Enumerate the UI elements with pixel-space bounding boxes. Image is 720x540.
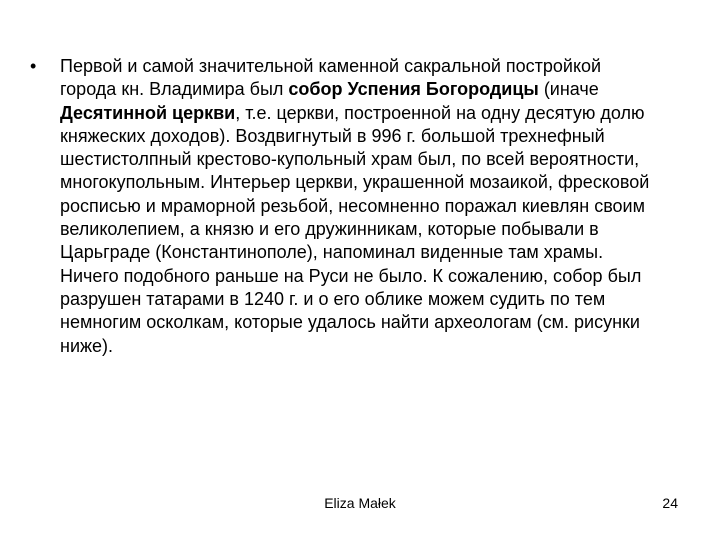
- text-segment: Первой и самой значительной каменной сакральной постройкой города кн. Владимира был: [60, 56, 602, 100]
- bold-term-tithe-church: Десятинной церкви: [60, 102, 236, 123]
- bullet-item: [30, 55, 650, 358]
- bullet-text: [60, 56, 649, 356]
- text-segment: (иначе: [538, 79, 599, 100]
- text-segment: , т.е. церкви, построенной на одну десятую долю княжеских доходов). Воздвигнутый в 996 г. большой трехнефный шестистолпный крестово-купольный храм был, по всей вероятности, многокупольным. Интерьер церкви, украшенной мозаикой, фресковой росписью и мраморной резьбой, несомненно поражал киевлян своим великолепием, а князю и его дружинникам, которые побывали в Царьграде (Константинополе), напоминал виденные там храмы. Ничего подобного раньше на Руси не было. К сожалению, собор был разрушен татарами в 1240 г. и о его облике можем судить по тем немногим осколкам, которые удалось найти археологам (см. рисунки ниже).: [60, 102, 650, 356]
- page-number: 24: [662, 495, 678, 511]
- footer-author: Eliza Małek: [324, 495, 396, 511]
- bullet-list: [30, 55, 650, 358]
- bold-term-cathedral: собор Успения Богородицы: [288, 79, 539, 100]
- bullet-marker: •: [30, 56, 37, 76]
